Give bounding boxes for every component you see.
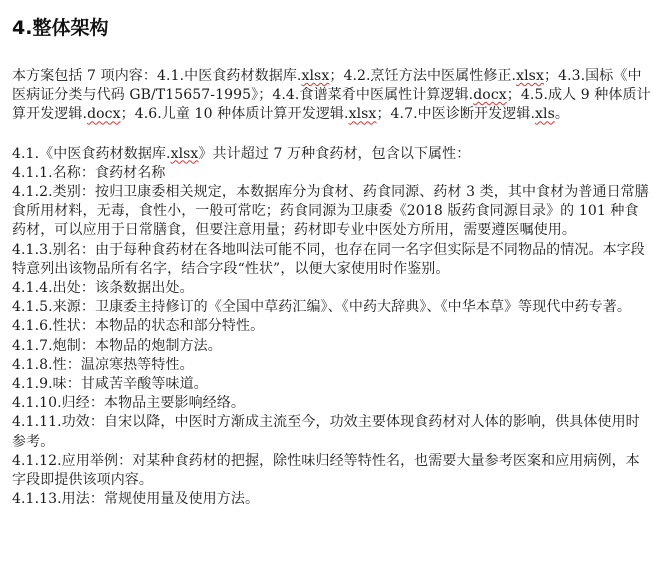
intro-text-5: ；4.6.儿童 10 种体质计算开发逻辑. [120,106,349,123]
attribute-item-properties: 4.1.6.性状：本物品的状态和部分特性。 [12,318,265,335]
attribute-item-meridian: 4.1.10.归经：本物品主要影响经络。 [12,395,245,412]
attribute-item-efficacy: 4.1.11.功效：自宋以降，中医时方渐成主流至今，功效主要体现食药材对人体的影响，供具体使用时参考。 [12,414,640,450]
intro-paragraph [12,67,652,125]
attribute-item-source-ref: 4.1.4.出处：该条数据出处。 [12,280,194,297]
attribute-item-processing: 4.1.7.炮制：本物品的炮制方法。 [12,337,222,354]
intro-text-6: ；4.7.中医诊断开发逻辑. [376,106,536,123]
attribute-item-name: 4.1.1.名称：食药材名称 [12,164,166,181]
attribute-item-origin: 4.1.5.来源：卫康委主持修订的《全国中草药汇编》、《中药大辞典》、《中华本草》等现代中药专著。 [12,299,631,316]
attribute-item-category: 4.1.2.类别：按归卫康委相关规定，本数据库分为食材、药食同源、药材 3 类，其中食材为普通日常膳食所用材料，无毒，食性小，一般可常吃；药食同源为卫康委《2018 版药食同源目录》的 101 种食药材，可以应用于日常膳食，但要注意用量；药材即专业中医处方所用，需要遵医嘱使用。 [12,184,649,239]
section-heading: 4.整体架构 [12,17,109,39]
attribute-item-alias: 4.1.3.别名：由于每种食药材在各地叫法可能不同，也存在同一名字但实际是不同物品的情况。本字段特意列出该物品所有名字，结合字段“性状”，以便大家使用时作鉴别。 [12,241,645,277]
attribute-item-nature: 4.1.8.性：温凉寒热等特性。 [12,356,194,373]
intro-text-1: 本方案包括 7 项内容：4.1.中医食药材数据库. [12,68,302,84]
file-ext-xls: xls [535,106,555,123]
file-ext-xlsx-2: xlsx [516,68,544,84]
intro-text-7: 。 [554,106,569,123]
attribute-item-usage: 4.1.13.用法：常规使用量及使用方法。 [12,491,260,508]
subsection-title [12,145,652,164]
attribute-item-examples: 4.1.12.应用举例：对某种食药材的把握，除性味归经等特性名，也需要大量参考医案和应用病例，本字段即提供该项内容。 [12,452,640,489]
subsection-text-2: 》共计超过 7 万种食药材，包含以下属性： [198,145,471,162]
attribute-item-flavor: 4.1.9.味：甘咸苦辛酸等味道。 [12,376,208,393]
subsection-text-1: 4.1.《中医食药材数据库. [12,145,171,162]
intro-text-2: ；4.2.烹饪方法中医属性修正. [329,68,517,84]
intro-text-4: ；4.5.成人 9 种体质计算开发逻辑. [12,87,651,123]
file-ext-xlsx-3: xlsx [348,106,377,123]
intro-text-3: ；4.3.国标《中医病证分类与代码 GB/T15657-1995》；4.4.食谱菜肴中医属性计算逻辑. [12,68,642,104]
file-ext-docx-1: docx [473,87,507,104]
document-page [12,0,652,509]
file-ext-xlsx-1: xlsx [301,68,330,84]
file-ext-xlsx-4: xlsx [170,145,199,162]
file-ext-docx-2: docx [87,106,121,123]
